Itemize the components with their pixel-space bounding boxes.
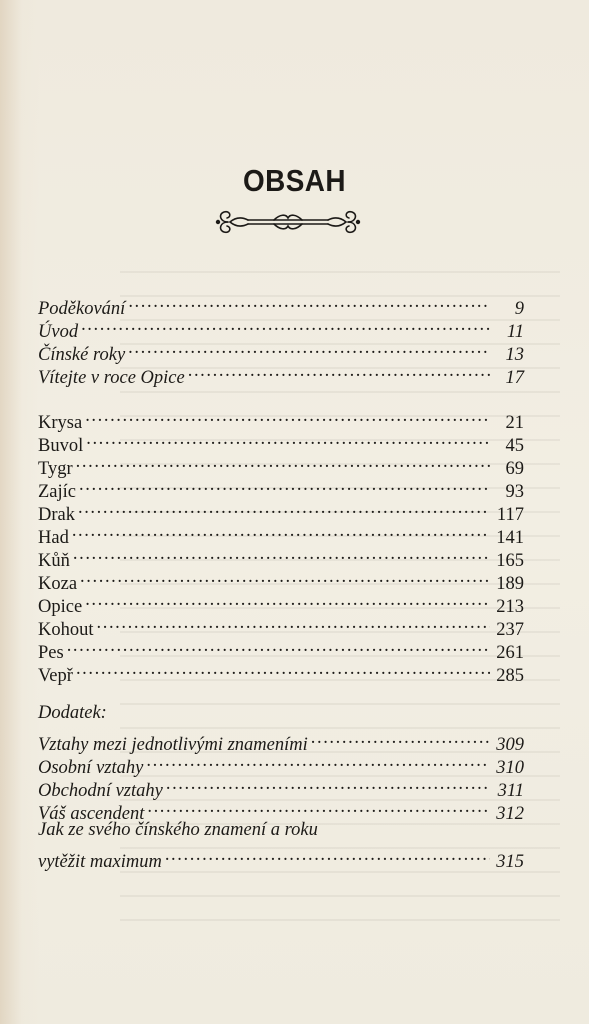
leader-dots [97,611,491,635]
toc-entry [38,588,524,617]
toc-entry [38,843,524,872]
leader-dots [147,795,490,819]
toc-entry-page: 93 [505,482,524,502]
toc-entry [38,726,524,755]
toc-entry-label: Tygr [38,459,73,479]
toc-entry [38,359,524,388]
toc-entry-label: Drak [38,505,75,525]
toc-entry [38,290,524,319]
toc-entry [38,519,524,548]
toc-entry-page: 311 [497,781,524,801]
toc-entry [38,657,524,686]
toc-entry-label: Osobní vztahy [38,758,144,778]
table-of-contents [38,0,524,1024]
page-title: OBSAH [242,163,346,198]
toc-entry-page: 189 [496,574,524,594]
leader-dots [72,519,490,543]
toc-entry [38,772,524,801]
toc-entry [38,473,524,502]
leader-dots [166,772,490,796]
leader-dots [146,749,490,773]
toc-entry [38,496,524,525]
toc-entry-label: Kůň [38,551,70,571]
toc-entry [38,795,524,824]
appendix-heading: Dodatek: [38,703,107,723]
toc-entry-page: 237 [496,620,524,640]
toc-entry-page: 213 [496,597,524,617]
toc-entry [38,336,524,365]
toc-entry [38,542,524,571]
toc-entry-page: 69 [505,459,524,479]
toc-entry-page: 117 [496,505,524,525]
toc-entry-page: 45 [505,436,524,456]
toc-entry [38,313,524,342]
toc-entry-page: 315 [496,852,524,872]
leader-dots [67,634,490,658]
toc-entry-label: vytěžit maximum [38,852,162,872]
toc-entry-label-continued: Jak ze svého čínského znamení a roku [38,820,318,840]
toc-entry-label: Čínské roky [38,345,126,365]
leader-dots [85,404,490,428]
toc-entry [38,450,524,479]
toc-entry [38,634,524,663]
leader-dots [165,843,490,867]
toc-entry-page: 141 [496,528,524,548]
toc-entry-page: 309 [496,735,524,755]
toc-entry-label: Had [38,528,69,548]
leader-dots [73,542,490,566]
toc-entry-page: 312 [496,804,524,824]
leader-dots [80,565,490,589]
leader-dots [76,450,490,474]
toc-entry-page: 17 [505,368,524,388]
toc-entry [38,565,524,594]
toc-entry-page: 21 [505,413,524,433]
toc-entry-label: Poděkování [38,299,126,319]
toc-entry-label: Vítejte v roce Opice [38,368,185,388]
leader-dots [81,313,490,337]
leader-dots [79,473,490,497]
toc-entry-label: Zajíc [38,482,77,502]
toc-entry-label: Koza [38,574,78,594]
toc-entry-label: Kohout [38,620,94,640]
leader-dots [76,657,490,681]
toc-entry-page: 165 [496,551,524,571]
leader-dots [311,726,490,750]
toc-entry-page: 9 [514,299,524,319]
toc-entry-label: Vztahy mezi jednotlivými znameními [38,735,308,755]
toc-entry-label: Krysa [38,413,83,433]
toc-entry-label: Váš ascendent [38,804,145,824]
toc-entry [38,404,524,433]
toc-entry [38,611,524,640]
leader-dots [128,290,490,314]
leader-dots [128,336,490,360]
toc-entry-label: Obchodní vztahy [38,781,163,801]
toc-entry-page: 13 [505,345,524,365]
leader-dots [85,588,490,612]
toc-entry-page: 285 [496,666,524,686]
toc-entry-page: 11 [506,322,524,342]
toc-entry-page: 261 [496,643,524,663]
toc-entry [38,749,524,778]
leader-dots [78,496,490,520]
toc-entry-label: Buvol [38,436,84,456]
leader-dots [188,359,490,383]
toc-entry [38,427,524,456]
leader-dots [86,427,490,451]
toc-entry-label: Opice [38,597,83,617]
toc-entry-label: Vepř [38,666,73,686]
toc-entry-label: Pes [38,643,64,663]
toc-entry-page: 310 [496,758,524,778]
toc-entry-label: Úvod [38,322,79,342]
